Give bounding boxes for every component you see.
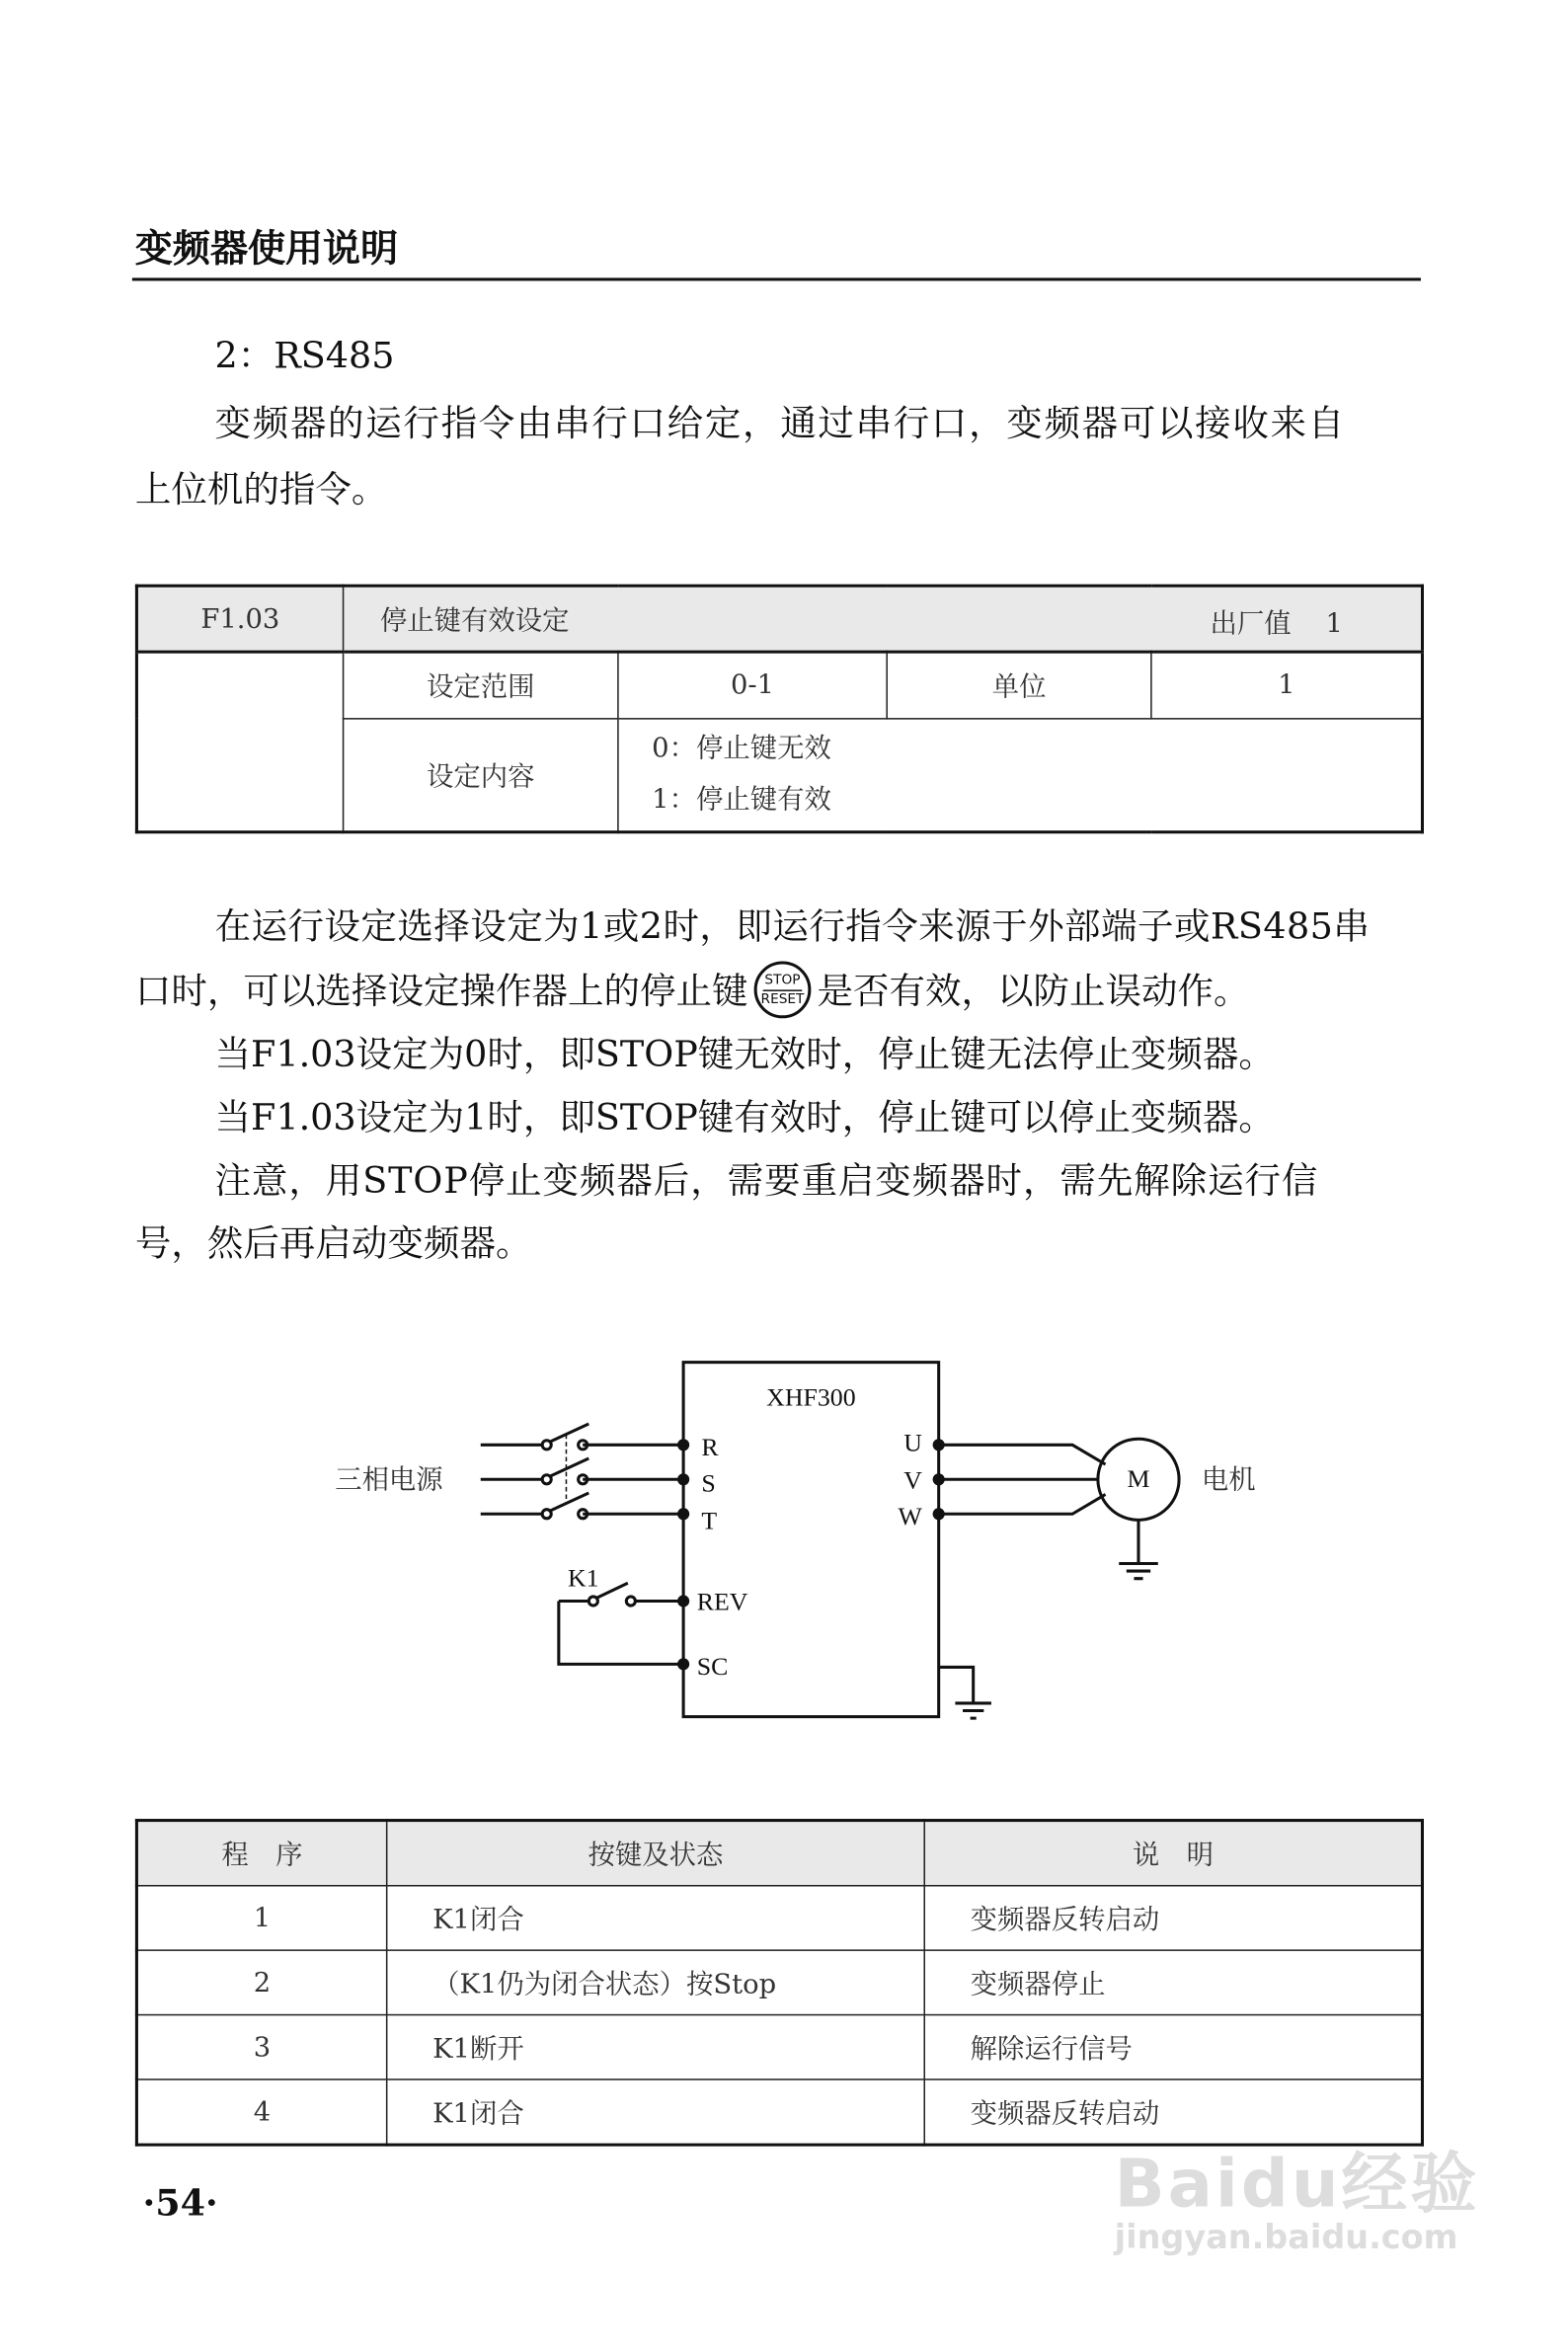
- header-step: 程 序: [136, 1821, 386, 1886]
- k1-label: K1: [567, 1563, 599, 1593]
- paragraph-line: 在运行设定选择设定为1或2时，即运行指令来源于外部端子或RS485串: [214, 905, 1371, 948]
- step-no: 2: [136, 1950, 386, 2014]
- terminal-s: S: [701, 1468, 716, 1498]
- table-row: [136, 2015, 1422, 2079]
- default-value: 1: [1325, 608, 1343, 640]
- terminal-v: V: [903, 1465, 922, 1495]
- step-key: （K1仍为闭合状态）按Stop: [387, 1950, 925, 2014]
- steps-table: [135, 1819, 1424, 2147]
- paragraph-line: 号，然后再启动变频器。: [134, 1222, 532, 1265]
- terminal-u: U: [903, 1428, 922, 1457]
- paragraph-line: 当F1.03设定为1时，即STOP键有效时，停止键可以停止变频器。: [214, 1096, 1275, 1138]
- model-label: XHF300: [766, 1382, 856, 1412]
- content-line: 0：停止键无效: [652, 732, 831, 764]
- power-label: 三相电源: [335, 1464, 443, 1495]
- baidu-watermark: [1115, 2130, 1480, 2257]
- step-desc: 变频器反转启动: [924, 2079, 1422, 2145]
- input-lines: [481, 1424, 683, 1519]
- range-value: 0-1: [618, 652, 887, 718]
- step-desc: 变频器停止: [924, 1950, 1422, 2014]
- step-key: K1断开: [387, 2015, 925, 2079]
- param-code: F1.03: [136, 586, 343, 652]
- terminal-w: W: [898, 1501, 922, 1530]
- page-header-title: 变频器使用说明: [134, 226, 399, 271]
- stop-label: STOP: [763, 971, 803, 990]
- paragraph-line: 上位机的指令。: [134, 468, 388, 511]
- paragraph-line: 当F1.03设定为0时，即STOP键无效时，停止键无法停止变频器。: [214, 1033, 1275, 1076]
- k1-switch: [559, 1583, 683, 1664]
- step-desc: 解除运行信号: [924, 2015, 1422, 2079]
- unit-label: 单位: [887, 652, 1151, 718]
- text: 口时，可以选择设定操作器上的停止键: [134, 970, 748, 1013]
- text: 是否有效，以防止误动作。: [817, 970, 1250, 1013]
- param-name: 停止键有效设定: [379, 605, 570, 637]
- terminal-r: R: [701, 1432, 719, 1461]
- default-label: 出厂值: [1210, 608, 1292, 640]
- motor-ground-icon: [1119, 1520, 1158, 1578]
- watermark-url: jingyan.baidu.com: [1114, 2220, 1458, 2258]
- step-no: 4: [136, 2079, 386, 2145]
- content-label: 设定内容: [344, 718, 618, 832]
- terminal-rev: REV: [696, 1587, 748, 1616]
- watermark-logo: Baidu经验: [1114, 2146, 1480, 2224]
- header-desc: 说 明: [924, 1821, 1422, 1886]
- step-no: 1: [136, 1886, 386, 1950]
- paragraph-line: 变频器的运行指令由串行口给定，通过串行口，变频器可以接收来自: [214, 402, 1346, 445]
- table-row: [136, 1821, 1422, 1886]
- step-key: K1闭合: [387, 1886, 925, 1950]
- section-heading: 2：RS485: [214, 335, 395, 377]
- paragraph-line: 注意，用STOP停止变频器后，需要重启变频器时，需先解除运行信: [214, 1159, 1319, 1202]
- motor-label: 电机: [1201, 1464, 1256, 1495]
- range-label: 设定范围: [344, 652, 618, 718]
- reset-label: RESET: [760, 991, 805, 1007]
- content-line: 1：停止键有效: [652, 783, 831, 816]
- step-no: 3: [136, 2015, 386, 2079]
- motor-symbol: M: [1127, 1463, 1150, 1493]
- page-number: ·54·: [142, 2180, 218, 2225]
- terminal-sc: SC: [696, 1652, 729, 1682]
- table-row: [136, 1950, 1422, 2014]
- header-key: 按键及状态: [387, 1821, 925, 1886]
- unit-value: 1: [1151, 652, 1423, 718]
- step-key: K1闭合: [387, 2079, 925, 2145]
- table-row: [136, 1886, 1422, 1950]
- inverter-ground-icon: [939, 1667, 991, 1718]
- terminal-t: T: [701, 1506, 718, 1535]
- step-desc: 变频器反转启动: [924, 1886, 1422, 1950]
